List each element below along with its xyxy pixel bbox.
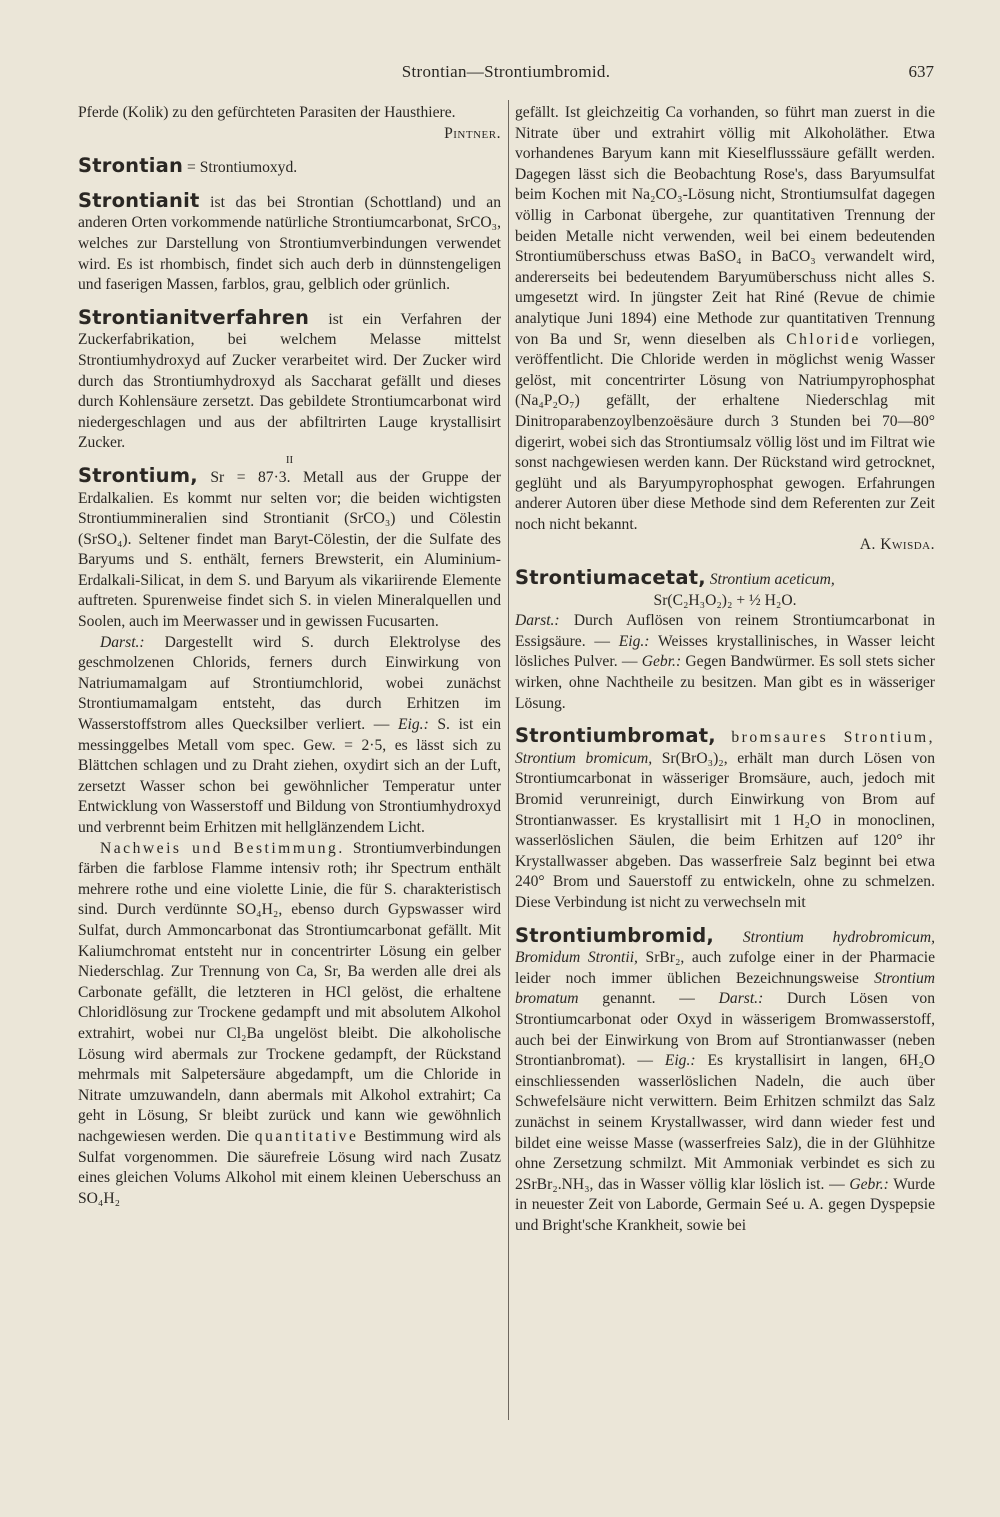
eig-text: S. ist ein messinggelbes Metall vom spec. Gew. = 2·5, es lässt sich zu Blättchen schlagen und zu Draht ziehen, oxydirt sich an der Luft, zersetzt Wasser schon bei gewöhnlicher Temperatur unter Entwicklung von Wasserstoff und Bildung von Strontiumhydroxyd und verbrennt beim Erhitzen mit hellglänzendem Licht. xyxy=(78,716,501,836)
entry-strontiumbromat xyxy=(515,726,935,913)
entry-strontium xyxy=(78,463,501,633)
author-signature xyxy=(515,535,935,556)
left-column xyxy=(78,103,501,1477)
nachweis-text-2: Bestimmung wird als Sulfat vorgenommen. Die säurefreie Lösung wird nach Zusatz eines gleichen Volums Alkohol mit einem kleinen Ueberschuss an SO₄H₂ xyxy=(78,1127,501,1207)
entry-text-2: genannt. — xyxy=(578,990,719,1008)
entry-strontiumbromid xyxy=(515,923,936,1237)
latin-name-2: Strontium bromatum xyxy=(515,969,935,1008)
label-eig: Eig.: xyxy=(398,716,429,734)
label-chloride: Chloride xyxy=(786,330,861,348)
continuation-text: Pferde (Kolik) zu den gefürchteten Parasiten der Hausthiere. xyxy=(78,104,456,121)
headword-strontianitverfahren: Strontianitverfahren xyxy=(78,305,310,329)
latin-name: Strontium hydrobromicum, Bromidum Strontii, xyxy=(515,928,935,967)
running-head xyxy=(78,62,934,84)
continuation-text: gefällt. Ist gleichzeitig Ca vorhanden, so führt man zuerst in die Nitrate über und extrahirt völlig mit Alkoholäther. Etwa vorhandenes Baryum kann mit Kieselflusssäure gefällt werden. Dagegen lässt sich die Beobachtung Rose's, dass Baryumsulfat beim Kochen mit Na₂CO₃-Lösung nicht, Strontiumsulfat dagegen völlig in Carbonat übergehe, zur quantitativen Trennung der beiden Metalle nicht verwenden, weil bei einem bedeutenden Strontiumüberschuss etwas BaSO₄ in BaCO₃ verwandelt wird, andererseits bei bedeutendem Baryumüberschuss nicht alles S. umgesetzt wird. In jüngster Zeit hat Riné (Revue de chimie analytique Juni 1894) eine Methode zur quantitativen Trennung von Ba und Sr, wenn dieselben als xyxy=(515,104,935,348)
entry-text: SrBr₂, auch zufolge einer in der Pharmacie leider noch immer üblichen Bezeichnungsweise xyxy=(515,949,935,987)
latin-name: Strontium aceticum, xyxy=(705,571,835,589)
entry-text: Sr(BrO₃)₂, erhält man durch Lösen von Strontiumcarbonat in wässeriger Bromsäure, auch, jedoch mit Bromid verunreinigt, durch Einwirkung von Brom auf Strontianwasser. Es krystallisirt mit 1 H₂O in monoclinen, wasserlöslichen Säulen, die beim Erhitzen auf 120° ihr Krystallwasser abgeben. Das wasserfreie Salz beginnt bei etwa 240° Brom und Sauerstoff zu entwickeln, ohne zu schmelzen. Diese Verbindung ist nicht zu verwechseln mit xyxy=(515,749,935,911)
paragraph-acetat xyxy=(515,611,935,714)
formula-acetat: Sr(C₂H₃O₂)₂ + ½ H₂O. xyxy=(653,591,797,609)
darst-text: Dargestellt wird S. durch Elektrolyse des geschmolzenen Chlorids, ferners durch Einwirkung von Natriumamalgam auf Strontiumchlorid, wobei zunächst Strontiumamalgam entsteht, das durch Erhitzen im Wasserstoffstrom alles Quecksilber verliert. — xyxy=(78,633,501,734)
eig-text: Es krystallisirt in langen, 6H₂O einschliessenden wasserlöslichen Nadeln, die auch über Schwefelsäure nicht verwittern. Beim Erhitzen schmilzt das Salz zunächst in seinem Krystallwasser, wird dann wieder fest und bildet eine weisse Masse (wasserfreies Salz), die in der Glühhitze ohne Zersetzung schmilzt. Mit Ammoniak verbindet es sich zu 2SrBr₂.NH₃, das in Wasser völlig klar löslich ist. — xyxy=(515,1052,936,1193)
label-gebr: Gebr.: xyxy=(849,1175,889,1193)
paragraph-darstellung xyxy=(78,633,501,839)
latin-name: Strontium bromicum, xyxy=(515,749,653,767)
label-darst: Darst.: xyxy=(515,612,560,630)
valence-mark: II xyxy=(285,453,294,466)
label-nachweis: Nachweis und Bestimmung. xyxy=(100,839,345,857)
headword-strontiumbromat: Strontiumbromat, xyxy=(515,724,716,748)
entry-strontiumacetat xyxy=(515,568,935,591)
headword-strontianit: Strontianit xyxy=(78,188,200,212)
label-quantitative: quantitative xyxy=(254,1127,359,1145)
signature-pintner: Pintner. xyxy=(444,124,501,142)
label-darst: Darst.: xyxy=(718,990,764,1008)
entry-strontianit xyxy=(78,188,501,296)
paragraph-continuation xyxy=(515,103,935,535)
headword-strontiumbromid: Strontiumbromid, xyxy=(515,923,715,947)
eig-text: Weisses krystallinisches, in Wasser leicht lösliches Pulver. — xyxy=(515,632,935,671)
entry-text: = Strontiumoxyd. xyxy=(183,159,298,177)
entry-strontian xyxy=(78,156,501,179)
entry-continuation xyxy=(78,103,501,124)
nachweis-text: Strontiumverbindungen färben die farblose Flamme intensiv roth; ihr Spectrum enthält mehrere rothe und eine violette Linie, die für S. charakteristisch sind. Durch verdünnte SO₄H₂, ebenso durch Gypswasser wird Sulfat, durch Ammoncarbonat das Strontiumcarbonat gefällt. Mit Kaliumchromat entsteht nur in concentrirter Lösung ein gelber Niederschlag. Zur Trennung von Ca, Sr, Ba werden alle drei als Carbonate gefällt, die letzteren in HCl gelöst, die erhaltene Chloridlösung zur Trockene gedampft und mit absolutem Alkohol extrahirt, wobei nur Cl₂Ba ungelöst bleibt. Die alkoholische Lösung wird abermals zur Trockene gedampft, der Rückstand mehrmals mit Salpetersäure abgedampft, um die Chloride in Nitrate umzuwandeln, dann abermals mit Alkohol extrahirt; Ca geht in Lösung, Sr bleibt zurück und kann wie gewöhnlich nachgewiesen werden. Die xyxy=(78,839,501,1145)
label-eig: Eig.: xyxy=(618,632,650,650)
signature-kwisda: A. Kwisda. xyxy=(859,536,935,554)
darst-text: Durch Auflösen von reinem Strontiumcarbonat in Essigsäure. — xyxy=(515,612,935,650)
column-divider xyxy=(508,100,509,1420)
running-title: Strontian—Strontiumbromid. xyxy=(401,62,611,81)
entry-text: ist das bei Strontian (Schottland) und an anderen Orten vorkommende natürliche Strontiumcarbonat, SrCO₃, welches zur Darstellung von Strontiumverbindungen verwendet wird. Es ist rhombisch, findet sich auch derb in dünnstengeligen und faserigen Massen, farblos, grau, gelblich oder grünlich. xyxy=(78,193,501,294)
entry-strontianitverfahren xyxy=(78,305,501,454)
headword-strontiumacetat: Strontiumacetat, xyxy=(515,566,706,590)
headword-strontium: Strontium, xyxy=(78,463,198,487)
gebr-text: Wurde in neuester Zeit von Laborde, Germain Seé u. A. gegen Dyspepsie und Bright'sche Krankheit, sowie bei xyxy=(515,1175,936,1234)
continuation-text-2: vorliegen, veröffentlicht. Die Chloride werden in möglichst wenig Wasser gelöst, mit concentrirter Lösung von Natriumpyrophosphat (Na₄P₂O₇) gefällt, der erhaltene Niederschlag mit Dinitroparabenzoylbenzoësäure durch 3 Stunden bei 70—80° digerirt, wobei sich das Strontiumsalz völlig löst und im Filtrat wie sonst nachgewiesen werden kann. Der Rückstand wird getrocknet, geglüht und als Baryumpyrophosphat gewogen. Erfahrungen anderer Autoren über diese Methode sind dem Referenten zur Zeit noch nicht bekannt. xyxy=(515,330,935,533)
label-darst: Darst.: xyxy=(100,633,145,651)
right-column xyxy=(515,103,935,1477)
author-signature xyxy=(78,124,501,145)
headword-strontian: Strontian xyxy=(78,154,184,178)
label-eig: Eig.: xyxy=(664,1052,696,1070)
page-number: 637 xyxy=(908,62,934,81)
german-name: bromsaures Strontium, xyxy=(715,729,935,747)
darst-text: Durch Lösen von Strontiumcarbonat oder Oxyd in wässerigem Bromwasserstoff, auch bei der Einwirkung von Brom auf Strontianwasser (neben Strontianbromat). — xyxy=(515,990,935,1070)
label-gebr: Gebr.: xyxy=(641,653,682,671)
paragraph-nachweis xyxy=(78,839,501,1210)
entry-text: Sr = 87·3. Metall aus der Gruppe der Erdalkalien. Es kommt nur selten vor; die beiden wichtigsten Strontiummineralien sind Strontianit (SrCO₃) und Cölestin (SrSO₄). Seltener findet man Baryt-Cölestin, der die Sulfate des Baryums und S. enthält, ferners Brewsterit, ein Aluminium-Erdalkali-Silicat, in dem S. und Baryum als vikariirende Elemente auftreten. Spurenweise findet sich S. in vielen Mineralquellen und Soolen, auch im Meerwasser und in gewissen Fucusarten. xyxy=(78,468,501,631)
entry-text: ist ein Verfahren der Zuckerfabrikation, bei welchem Melasse mittelst Strontiumhydroxyd auf Zucker verarbeitet wird. Der Zucker wird durch das Strontiumhydroxyd als Saccharat gefällt und dieses durch Kohlensäure zersetzt. Das gebildete Strontiumcarbonat wird niedergeschlagen und aus der abfiltrirten Lauge krystallisirt Zucker. xyxy=(78,310,501,452)
gebr-text: Gegen Bandwürmer. Es soll stets sicher wirken, ohne Nachtheile zu besitzen. Man gibt es in wässeriger Lösung. xyxy=(515,653,935,712)
